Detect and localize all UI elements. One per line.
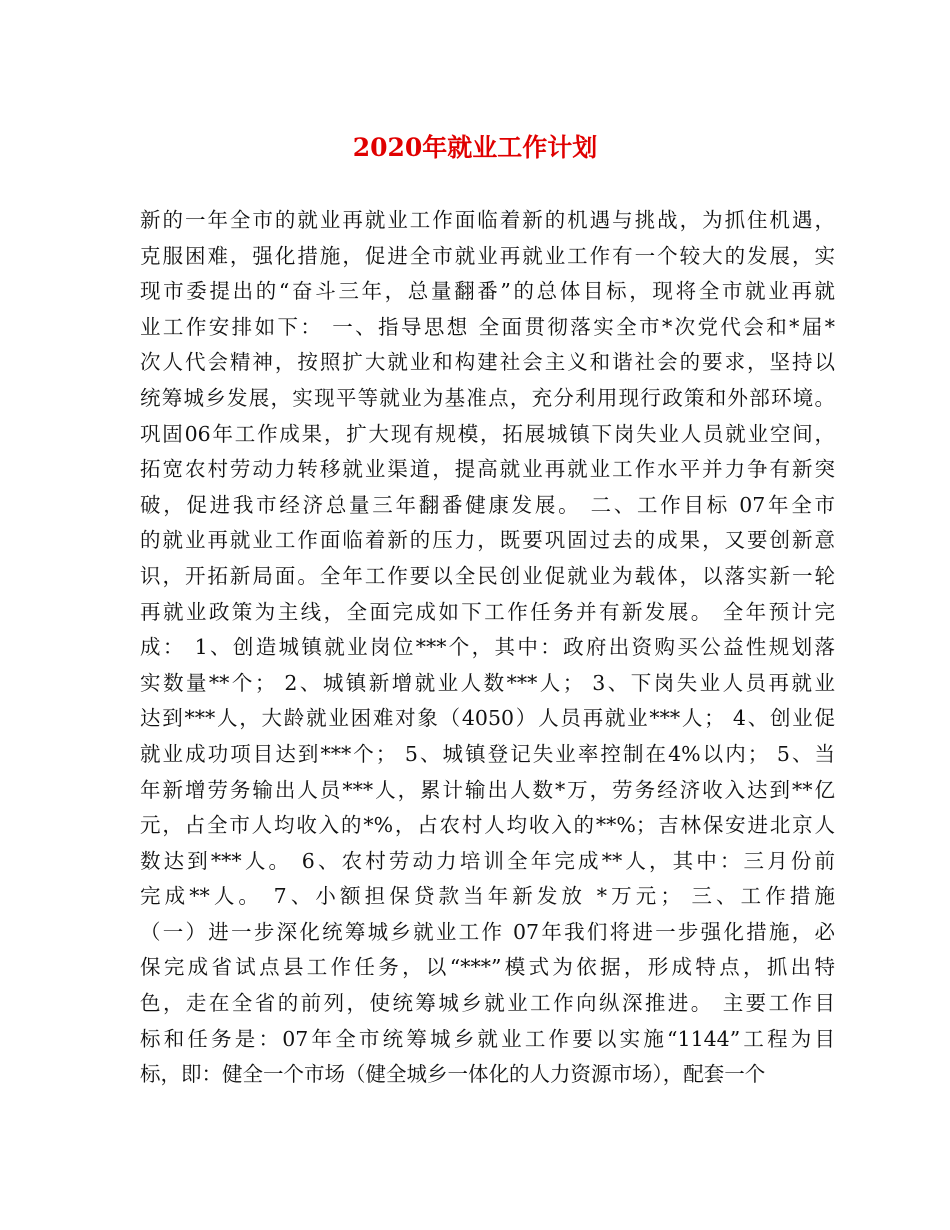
body-text-line: 识，开拓新局面。全年工作要以全民创业促就业为载体，以落实新一轮: [140, 563, 835, 588]
body-text-line: 保完成省试点县工作任务，以“***”模式为依据，形成特点，抓出特: [140, 955, 835, 980]
body-text-line: 达到***人，大龄就业困难对象（4050）人员再就业***人； 4、创业促: [140, 706, 835, 731]
body-text-line: 成： 1、创造城镇就业岗位***个，其中：政府出资购买公益性规划落: [140, 635, 835, 660]
body-text-line: 数达到***人。 6、农村劳动力培训全年完成**人，其中：三月份前: [140, 848, 835, 873]
body-text-line: 色，走在全省的前列，使统筹城乡就业工作向纵深推进。 主要工作目: [140, 991, 835, 1016]
document-title: 2020年就业工作计划: [352, 133, 598, 162]
body-text-line: 克服困难，强化措施，促进全市就业再就业工作有一个较大的发展，实: [140, 243, 835, 268]
body-text-line: 实数量**个； 2、城镇新增就业人数***人； 3、下岗失业人员再就业: [140, 670, 835, 695]
body-text-line: 业工作安排如下： 一、指导思想 全面贯彻落实全市*次党代会和*届*: [140, 314, 835, 339]
body-text-line: 破，促进我市经济总量三年翻番健康发展。 二、工作目标 07年全市: [140, 492, 835, 517]
body-text-line: 再就业政策为主线，全面完成如下工作任务并有新发展。 全年预计完: [140, 599, 835, 624]
body-text-line: 标，即：健全一个市场（健全城乡一体化的人力资源市场），配套一个: [140, 1062, 766, 1087]
body-text-line: 新的一年全市的就业再就业工作面临着新的机遇与挑战，为抓住机遇，: [140, 208, 835, 232]
body-text-line: 次人代会精神，按照扩大就业和构建社会主义和谐社会的要求，坚持以: [140, 350, 835, 375]
body-text-line: 年新增劳务输出人员***人，累计输出人数*万，劳务经济收入达到**亿: [140, 777, 835, 802]
body-text-line: 巩固06年工作成果，扩大现有规模，拓展城镇下岗失业人员就业空间，: [140, 421, 835, 446]
body-text-line: 的就业再就业工作面临着新的压力，既要巩固过去的成果，又要创新意: [140, 528, 835, 553]
body-text-line: （一）进一步深化统筹城乡就业工作 07年我们将进一步强化措施，必: [140, 919, 835, 944]
body-text-line: 现市委提出的“奋斗三年，总量翻番”的总体目标，现将全市就业再就: [140, 279, 835, 304]
document-body: [140, 203, 835, 1093]
body-text-line: 完成**人。 7、小额担保贷款当年新发放 *万元； 三、工作措施: [140, 884, 835, 909]
body-text-line: 拓宽农村劳动力转移就业渠道，提高就业再就业工作水平并力争有新突: [140, 457, 835, 482]
body-text-line: 统筹城乡发展，实现平等就业为基准点，充分利用现行政策和外部环境。: [140, 385, 835, 410]
body-text-line: 元，占全市人均收入的*%，占农村人均收入的**%；吉林保安进北京人: [140, 813, 835, 838]
body-text-line: 就业成功项目达到***个； 5、城镇登记失业率控制在4%以内； 5、当: [140, 741, 835, 766]
body-text-line: 标和任务是：07年全市统筹城乡就业工作要以实施“1144”工程为目: [140, 1026, 835, 1051]
